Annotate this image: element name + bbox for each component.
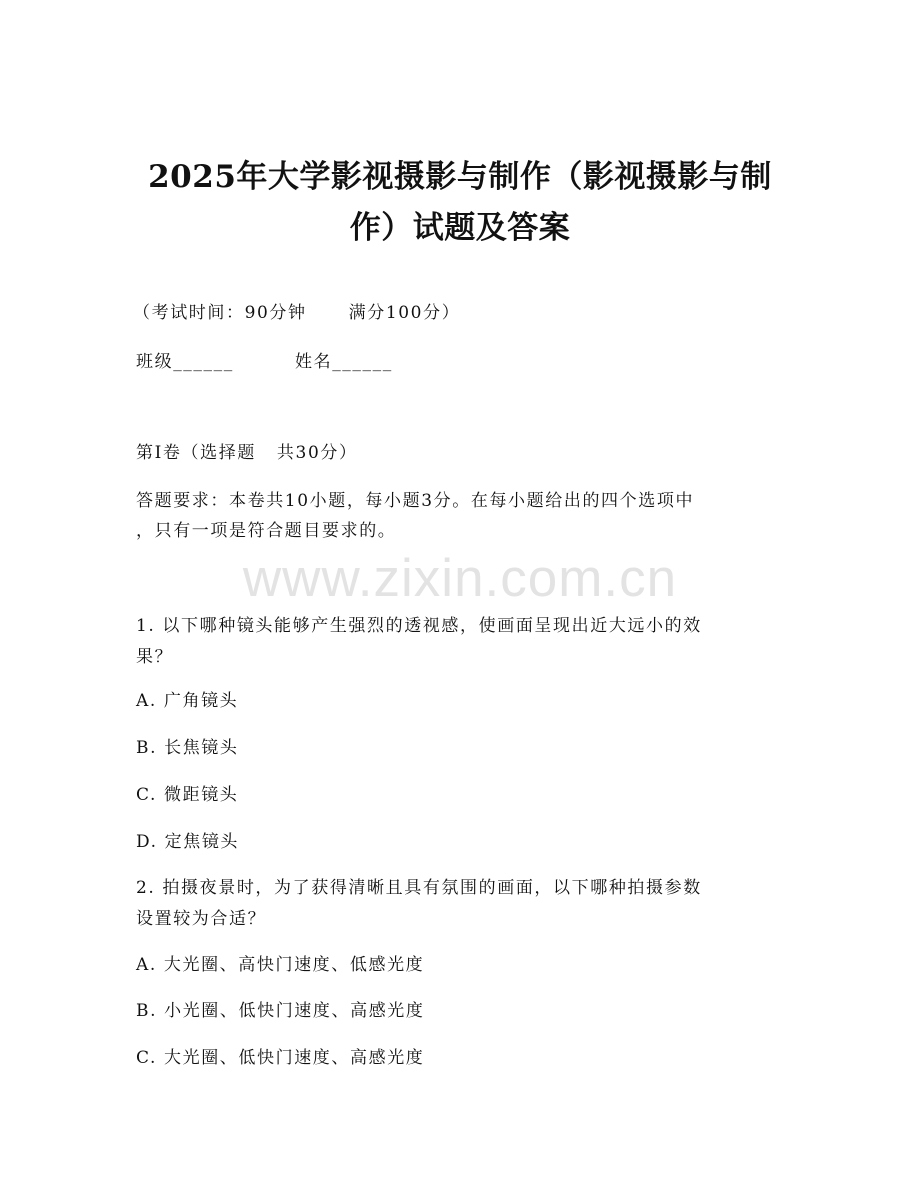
- section-instructions-line1: 答题要求：本卷共10小题，每小题3分。在每小题给出的四个选项中: [136, 491, 695, 511]
- question-2-stem-line1: 2. 拍摄夜景时，为了获得清晰且具有氛围的画面，以下哪种拍摄参数: [136, 878, 702, 898]
- question-1-stem-line2: 果？: [136, 647, 174, 667]
- section-instructions-line2: ，只有一项是符合题目要求的。: [136, 521, 397, 541]
- document-title-line2: 作）试题及答案: [349, 210, 571, 246]
- question-2-option-b: B. 小光圈、低快门速度、高感光度: [136, 1001, 425, 1021]
- question-1-option-c: C. 微距镜头: [136, 785, 239, 805]
- exam-info: （考试时间：90分钟 满分100分）: [133, 303, 461, 323]
- question-1-option-a: A. 广角镜头: [136, 691, 239, 711]
- question-2-option-a: A. 大光圈、高快门速度、低感光度: [136, 955, 425, 975]
- document-title-line1: 2025年大学影视摄影与制作（影视摄影与制: [148, 159, 772, 195]
- question-1-option-d: D. 定焦镜头: [136, 832, 240, 852]
- question-2-stem-line2: 设置较为合适？: [136, 909, 267, 929]
- name-field: 姓名______: [295, 352, 393, 372]
- watermark: www.zixin.com.cn: [242, 549, 678, 608]
- class-field: 班级______: [136, 352, 234, 372]
- question-1-stem-line1: 1. 以下哪种镜头能够产生强烈的透视感，使画面呈现出近大远小的效: [136, 616, 702, 636]
- question-1-option-b: B. 长焦镜头: [136, 738, 239, 758]
- section-heading: 第I卷（选择题 共30分）: [136, 443, 358, 463]
- question-2-option-c: C. 大光圈、低快门速度、高感光度: [136, 1048, 425, 1068]
